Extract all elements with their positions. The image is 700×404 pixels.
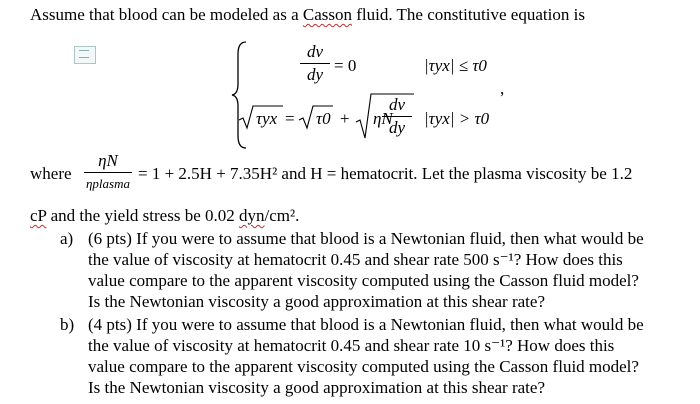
part-b-label: b) <box>60 315 75 334</box>
left-brace-icon <box>230 40 250 150</box>
line2-middle: and the yield stress be 0.02 <box>46 206 240 225</box>
part-a-label: a) <box>60 229 74 248</box>
row1-rhs: = 0 <box>334 56 357 75</box>
dvx-dy-fraction-1 <box>300 42 330 85</box>
part-b-line-1: (4 pts) If you were to assume that blood is a Newtonian fluid, then what would be <box>88 315 644 334</box>
fraction-denominator: dy <box>306 65 324 84</box>
row2-lhs: τyx <box>256 109 278 128</box>
part-b-line-2: the value of viscosity at hematocrit 0.45 and shear rate 10 s⁻¹? How does this <box>88 336 615 355</box>
equation-comma: , <box>500 79 505 98</box>
row2-equals: = <box>285 109 295 128</box>
part-a-line-3: value compare to the apparent viscosity computed using the Casson fluid model? <box>88 271 639 290</box>
fraction-numerator: dv <box>388 95 406 114</box>
dvx-dy-fraction-2 <box>382 95 412 138</box>
cp-unit: cP <box>30 206 47 225</box>
intro-line <box>30 4 585 25</box>
ratio-numerator: ηN <box>98 151 118 170</box>
intro-prefix: Assume that blood can be modeled as a <box>30 5 303 24</box>
note-icon[interactable] <box>74 46 96 64</box>
dyn-unit: dyn <box>239 206 265 225</box>
ratio-denominator: ηplasma <box>85 176 130 191</box>
row1-condition: |τyx| ≤ τ0 <box>424 56 487 75</box>
row2-condition: |τyx| > τ0 <box>424 109 490 128</box>
yield-stress-line <box>30 205 299 226</box>
part-b-line-3: value compare to the apparent viscosity computed using the Casson fluid model? <box>88 357 639 376</box>
row2-tau0: τ0 <box>316 109 331 128</box>
fraction-denominator: dy <box>388 118 406 137</box>
row2-eta: ηN <box>373 109 393 128</box>
intro-suffix: fluid. The constitutive equation is <box>352 5 585 24</box>
part-a-line-1: (6 pts) If you were to assume that blood is a Newtonian fluid, then what would be <box>88 229 644 248</box>
viscosity-ratio-fraction <box>84 151 132 194</box>
fraction-numerator: dv <box>306 42 324 61</box>
part-a-line-4: Is the Newtonian viscosity a good approximation at this shear rate? <box>88 292 545 311</box>
row2-plus: + <box>340 109 350 128</box>
where-formula: = 1 + 2.5H + 7.35H² and H = hematocrit. Let the plasma viscosity be 1.2 <box>138 164 633 183</box>
where-word: where <box>30 164 72 183</box>
casson-word: Casson <box>302 5 352 24</box>
part-a-line-2: the value of viscosity at hematocrit 0.45 and shear rate 500 s⁻¹? How does this <box>88 250 623 269</box>
part-b-line-4: Is the Newtonian viscosity a good approximation at this shear rate? <box>88 378 545 397</box>
line2-tail: /cm². <box>264 206 300 225</box>
